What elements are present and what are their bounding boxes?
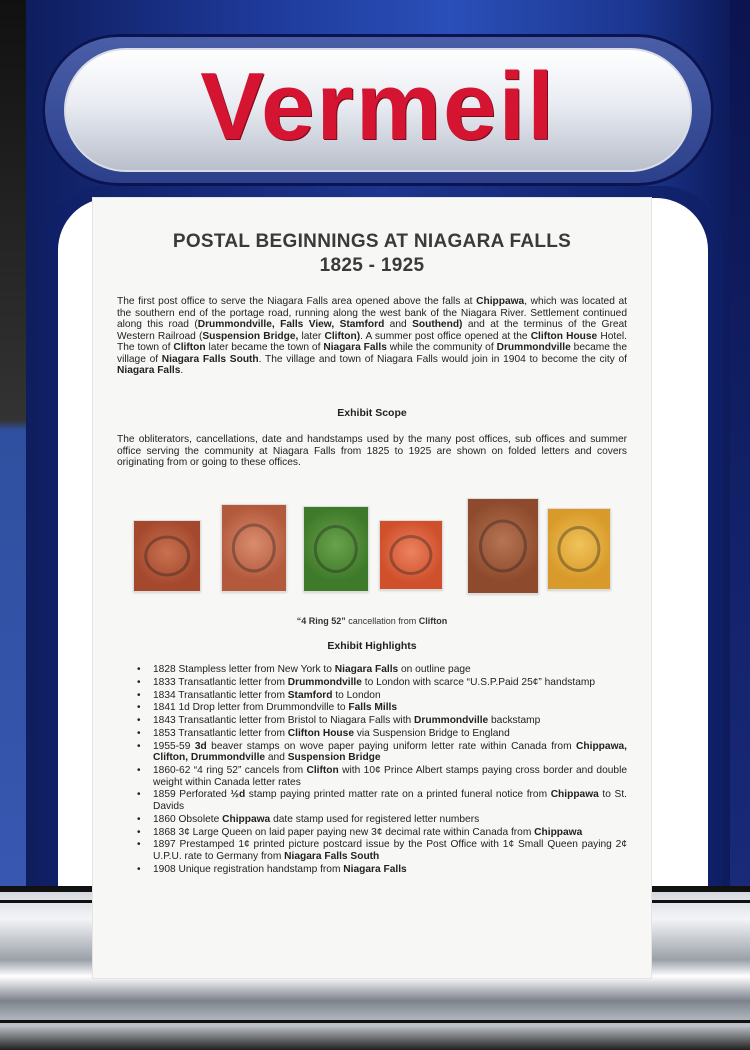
bold-text: Clifton <box>418 616 448 626</box>
text: and <box>265 752 288 764</box>
bullet-icon: • <box>137 727 141 739</box>
bullet-icon: • <box>137 676 141 688</box>
bold-text: Niagara Falls <box>117 365 181 376</box>
text: 1908 Unique registration handstamp from <box>153 863 344 875</box>
bold-text: Drummondville <box>287 676 362 688</box>
highlight-item <box>135 827 627 839</box>
bullet-icon: • <box>137 765 141 777</box>
highlight-item <box>135 677 627 689</box>
bold-text: Falls Mills <box>348 702 398 714</box>
text: 1833 Transatlantic letter from <box>153 676 288 688</box>
band-stripe <box>0 1020 750 1023</box>
text: later became the town of <box>205 342 324 353</box>
bold-text: Suspension Bridge, <box>202 330 299 342</box>
bullet-icon: • <box>137 826 141 838</box>
bullet-icon: • <box>137 863 141 875</box>
intro-paragraph <box>117 296 627 377</box>
bold-text: Niagara Falls South <box>284 850 380 862</box>
text: via Suspension Bridge to England <box>353 727 510 739</box>
bullet-icon: • <box>137 702 141 714</box>
stamp-4 <box>379 520 443 590</box>
text: and at the terminus of the Great Western Railroad ( <box>117 319 628 342</box>
exhibit-page <box>93 198 651 978</box>
award-title: Vermeil <box>200 53 556 160</box>
bold-text: Clifton <box>173 342 206 353</box>
text: 1853 Transatlantic letter from <box>153 727 288 739</box>
stamp-2 <box>221 504 287 592</box>
bold-text: Niagara Falls <box>343 863 407 875</box>
text: 1841 1d Drop letter from Drummondville to <box>153 702 349 714</box>
bullet-icon: • <box>137 664 141 675</box>
bold-text: Chippawa <box>550 789 599 801</box>
text: . The village and town of Niagara Falls would join in 1904 to become the city of <box>258 353 627 365</box>
text: cancellation from <box>345 616 419 626</box>
bold-text: Drummondville <box>496 342 571 353</box>
bold-text: Stamford <box>287 689 333 701</box>
text: to London with scarce “U.S.P.Paid 25¢” handstamp <box>361 676 596 688</box>
text: to London <box>332 689 381 701</box>
text: 1834 Transatlantic letter from <box>153 689 288 701</box>
bold-text: Chippawa <box>222 813 271 825</box>
bold-text: Drummondville <box>414 715 489 727</box>
text: 1843 Transatlantic letter from Bristol to Niagara Falls with <box>153 715 415 727</box>
exhibit-title: POSTAL BEGINNINGS AT NIAGARA FALLS <box>172 231 572 252</box>
text: 1955-59 <box>153 740 195 752</box>
bullet-icon: • <box>137 689 141 701</box>
highlight-item <box>135 728 627 740</box>
text: . <box>180 365 184 376</box>
text: The first post office to serve the Niagara Falls area opened above the falls at <box>117 296 477 307</box>
bullet-icon: • <box>137 839 141 851</box>
bold-text: Chippawa <box>476 296 525 307</box>
text: later <box>298 330 325 342</box>
bullet-icon: • <box>137 789 141 801</box>
text: backstamp <box>488 715 541 727</box>
highlight-item <box>135 715 627 727</box>
highlight-item <box>135 789 627 812</box>
text: to St. Davids <box>153 789 627 813</box>
text: became the village of <box>117 342 628 365</box>
exhibit-years: 1825 - 1925 <box>319 255 425 276</box>
stamp-caption <box>93 616 651 626</box>
text: 1868 3¢ Large Queen on laid paper paying new 3¢ decimal rate within Canada from <box>153 826 535 838</box>
highlight-item <box>135 814 627 826</box>
bold-text: “4 Ring 52” <box>296 616 346 626</box>
stamp-3 <box>303 506 369 592</box>
text: 1859 Perforated <box>153 789 231 801</box>
stamp-row <box>123 494 623 604</box>
text: beaver stamps on wove paper paying uniform letter rate within Canada from <box>206 740 577 752</box>
highlight-item <box>135 864 627 876</box>
bold-text: Clifton <box>306 765 339 777</box>
highlight-item <box>135 839 627 862</box>
bold-text: Chippawa, Clifton, Drummondville <box>153 740 627 764</box>
bold-text: ½d <box>230 789 246 801</box>
text: , which was located at the southern end of the portage road, running along the west bank of the Niagara River. Settlement continued along this road ( <box>117 296 627 330</box>
highlights-heading: Exhibit Highlights <box>327 640 417 652</box>
scope-paragraph: The obliterators, cancellations, date and handstamps used by the many post offices, sub offices and summer office serving the community at Niagara Falls from 1825 to 1925 are shown on folded letters and covers originating from or going to these offices. <box>117 434 627 468</box>
text: Hotel. The town of <box>117 330 627 353</box>
text: while the community of <box>386 342 497 353</box>
bold-text: Suspension Bridge <box>287 752 381 764</box>
highlight-item <box>135 702 627 714</box>
bold-text: Chippawa <box>534 826 583 838</box>
stamp-6 <box>547 508 611 590</box>
bullet-icon: • <box>137 715 141 727</box>
text: 1860-62 “4 ring 52” cancels from <box>153 765 307 777</box>
bullet-icon: • <box>137 813 141 825</box>
stamp-5 <box>467 498 539 594</box>
text: 1897 Prestamped 1¢ printed picture postcard issue by the Post Office with 1¢ Small Queen paying 2¢ U.P.U. rate to Germany from <box>153 839 627 862</box>
highlights-list <box>135 664 627 877</box>
bold-text: Niagara Falls <box>323 342 387 353</box>
text: 1828 Stampless letter from New York to <box>153 664 335 675</box>
bold-text: 3d <box>194 740 207 752</box>
bold-text: Southend) <box>412 319 463 330</box>
bullet-icon: • <box>137 740 141 752</box>
stamp-1 <box>133 520 201 592</box>
text: stamp paying printed matter rate on a printed funeral notice from <box>245 789 551 801</box>
bold-text: Clifton House <box>287 727 354 739</box>
bold-text: Niagara Falls <box>334 664 399 675</box>
text: 1860 Obsolete <box>153 813 223 825</box>
text: . A summer post office opened at the <box>360 330 531 342</box>
text: and <box>384 319 413 330</box>
text: on outline page <box>398 664 471 675</box>
highlight-item <box>135 741 627 764</box>
highlight-item <box>135 765 627 788</box>
bold-text: Clifton House <box>530 330 598 342</box>
highlight-item <box>135 664 627 676</box>
scope-heading: Exhibit Scope <box>337 407 407 419</box>
bold-text: Clifton) <box>324 330 361 342</box>
text: date stamp used for registered letter numbers <box>270 813 480 825</box>
bold-text: Niagara Falls South <box>161 353 259 365</box>
text: with 10¢ Prince Albert stamps paying cross border and double weight within Canada letter rates <box>153 765 628 788</box>
highlight-item <box>135 690 627 702</box>
bold-text: Drummondville, Falls View, Stamford <box>197 319 385 330</box>
